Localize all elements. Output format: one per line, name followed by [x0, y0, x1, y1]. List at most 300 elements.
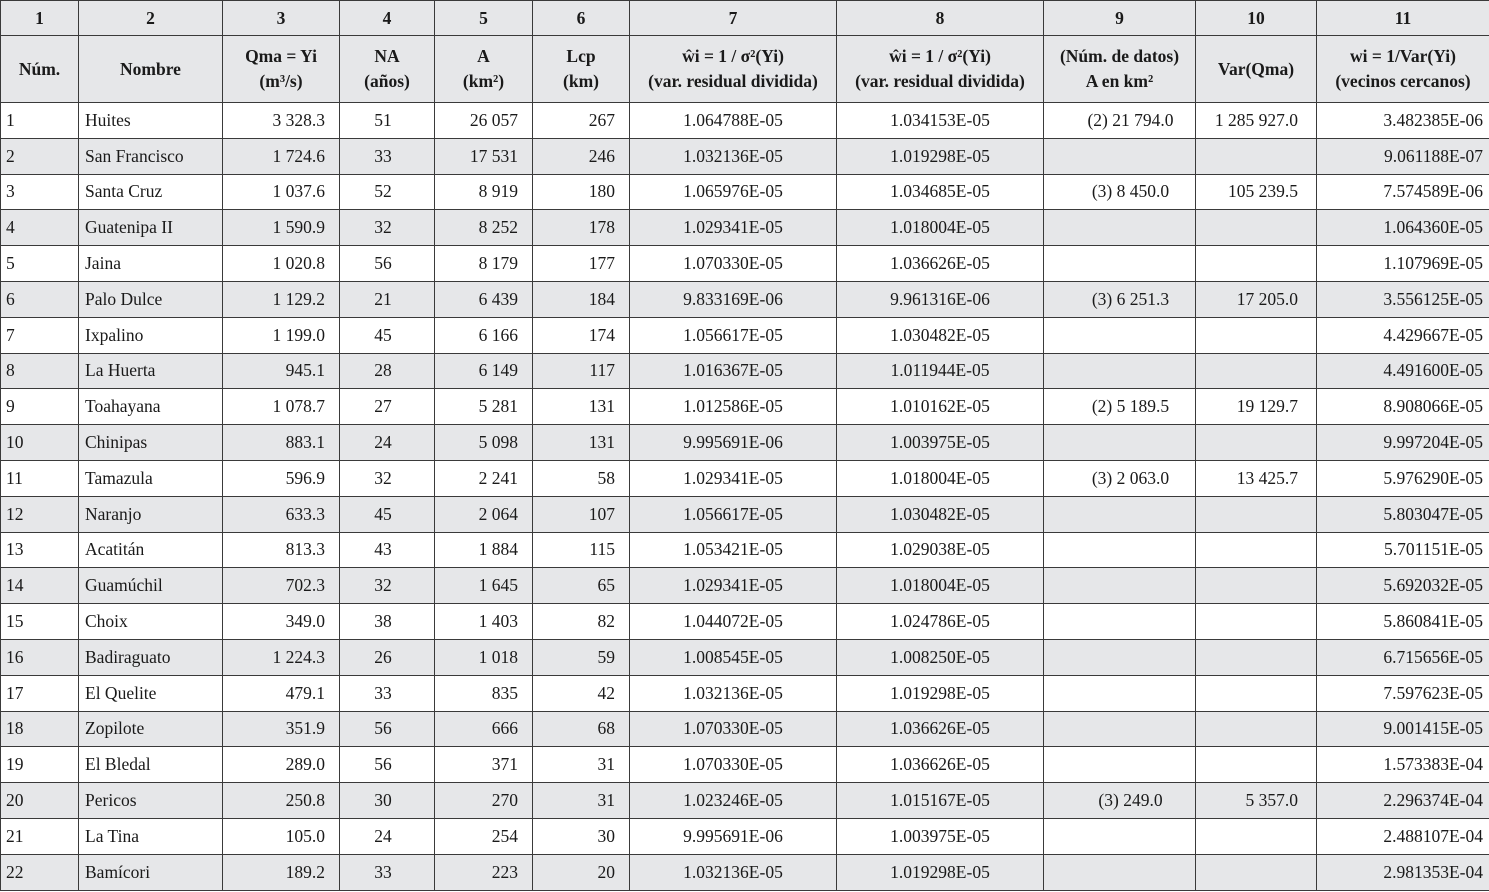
table-row [1, 389, 1489, 425]
table-cell: 45 [340, 317, 435, 353]
table-cell [1044, 317, 1196, 353]
table-cell: (3) 249.0 [1044, 783, 1196, 819]
table-cell [1196, 818, 1317, 854]
table-cell: 1 199.0 [223, 317, 340, 353]
table-cell: 633.3 [223, 496, 340, 532]
column-header-line: Var(Qma) [1217, 58, 1295, 79]
table-cell: 1.003975E-05 [837, 425, 1044, 461]
table-cell: 5 281 [435, 389, 533, 425]
table-cell: 27 [340, 389, 435, 425]
table-cell: 945.1 [223, 353, 340, 389]
table-cell [1196, 639, 1317, 675]
table-cell: 42 [533, 675, 630, 711]
table-cell: 115 [533, 532, 630, 568]
column-header [340, 36, 435, 103]
table-cell: 21 [340, 281, 435, 317]
table-cell: 33 [340, 854, 435, 890]
table-cell [1044, 532, 1196, 568]
table-cell: 1.019298E-05 [837, 138, 1044, 174]
table-row [1, 747, 1489, 783]
table-cell: 13 425.7 [1196, 460, 1317, 496]
table-cell: El Bledal [79, 747, 223, 783]
table-cell: 18 [1, 711, 79, 747]
table-cell: 254 [435, 818, 533, 854]
table-cell: 1 224.3 [223, 639, 340, 675]
table-cell: 1 724.6 [223, 138, 340, 174]
table-cell: 1.064360E-05 [1317, 210, 1489, 246]
table-cell: 1 037.6 [223, 174, 340, 210]
table-cell [1044, 639, 1196, 675]
table-cell: 1.070330E-05 [630, 747, 837, 783]
table-cell: 1.573383E-04 [1317, 747, 1489, 783]
table-cell [1044, 496, 1196, 532]
table-row [1, 818, 1489, 854]
table-cell [1196, 532, 1317, 568]
column-header-line: A [477, 46, 490, 66]
table-cell: Huites [79, 103, 223, 139]
table-cell: 1.018004E-05 [837, 210, 1044, 246]
table-cell [1044, 604, 1196, 640]
column-header-line: ŵi = 1 / σ²(Yi) [889, 46, 991, 66]
column-header-line: (m³/s) [259, 71, 303, 91]
table-cell: 17 531 [435, 138, 533, 174]
column-header-line: A en km² [1085, 71, 1154, 91]
table-cell: 702.3 [223, 568, 340, 604]
table-cell: 7 [1, 317, 79, 353]
table-cell: 479.1 [223, 675, 340, 711]
table-cell: 5.860841E-05 [1317, 604, 1489, 640]
column-number-row [1, 1, 1489, 36]
table-cell: 267 [533, 103, 630, 139]
table-cell: 7.597623E-05 [1317, 675, 1489, 711]
table-cell: 8 179 [435, 246, 533, 282]
table-cell: 31 [533, 747, 630, 783]
table-cell: 9.995691E-06 [630, 818, 837, 854]
table-cell: 289.0 [223, 747, 340, 783]
table-cell: 1.065976E-05 [630, 174, 837, 210]
table-cell: 52 [340, 174, 435, 210]
table-cell: (2) 5 189.5 [1044, 389, 1196, 425]
table-cell: 9.061188E-07 [1317, 138, 1489, 174]
column-header [837, 36, 1044, 103]
table-cell: Jaina [79, 246, 223, 282]
table-cell: 24 [340, 818, 435, 854]
table-cell: 3 [1, 174, 79, 210]
table-cell: 189.2 [223, 854, 340, 890]
table-cell: 1.107969E-05 [1317, 246, 1489, 282]
table-cell: 371 [435, 747, 533, 783]
table-cell: 14 [1, 568, 79, 604]
table-cell [1196, 246, 1317, 282]
table-cell: 10 [1, 425, 79, 461]
header-row [1, 36, 1489, 103]
table-cell: 835 [435, 675, 533, 711]
table-cell: 177 [533, 246, 630, 282]
column-header [630, 36, 837, 103]
table-cell: Choix [79, 604, 223, 640]
table-cell: Badiraguato [79, 639, 223, 675]
table-cell: 5.976290E-05 [1317, 460, 1489, 496]
table-cell: 3 328.3 [223, 103, 340, 139]
table-cell [1044, 711, 1196, 747]
column-number: 5 [435, 1, 533, 36]
table-cell: 9.833169E-06 [630, 281, 837, 317]
table-cell: 1.056617E-05 [630, 317, 837, 353]
table-cell: 1.019298E-05 [837, 854, 1044, 890]
table-cell: 178 [533, 210, 630, 246]
column-header-line: (km²) [462, 71, 505, 91]
table-cell: 131 [533, 425, 630, 461]
table-row [1, 711, 1489, 747]
table-cell: 9 [1, 389, 79, 425]
table-cell: Palo Dulce [79, 281, 223, 317]
table-cell [1196, 568, 1317, 604]
table-cell [1196, 711, 1317, 747]
table-cell [1044, 425, 1196, 461]
table-cell [1196, 604, 1317, 640]
table-cell: 2.488107E-04 [1317, 818, 1489, 854]
column-number: 1 [1, 1, 79, 36]
column-number: 8 [837, 1, 1044, 36]
table-cell: 19 129.7 [1196, 389, 1317, 425]
table-cell: 4.491600E-05 [1317, 353, 1489, 389]
column-header-line: Núm. [18, 58, 61, 79]
column-header [79, 36, 223, 103]
table-cell: 15 [1, 604, 79, 640]
table-cell: 596.9 [223, 460, 340, 496]
table-cell: 1.010162E-05 [837, 389, 1044, 425]
table-cell: Toahayana [79, 389, 223, 425]
table-cell: 1 884 [435, 532, 533, 568]
table-cell: 32 [340, 460, 435, 496]
table-cell: 6 166 [435, 317, 533, 353]
table-row [1, 317, 1489, 353]
table-cell: 59 [533, 639, 630, 675]
column-header-line: NA [374, 46, 400, 66]
table-cell: 1 129.2 [223, 281, 340, 317]
table-cell: 1.012586E-05 [630, 389, 837, 425]
table-cell: 1.030482E-05 [837, 496, 1044, 532]
table-cell [1196, 425, 1317, 461]
table-cell: 16 [1, 639, 79, 675]
table-cell: 33 [340, 138, 435, 174]
table-row [1, 783, 1489, 819]
table-cell [1196, 675, 1317, 711]
table-row [1, 210, 1489, 246]
table-cell: (2) 21 794.0 [1044, 103, 1196, 139]
table-cell [1044, 747, 1196, 783]
table-cell: 1.034685E-05 [837, 174, 1044, 210]
table-cell: 3.556125E-05 [1317, 281, 1489, 317]
table-cell: 17 205.0 [1196, 281, 1317, 317]
table-cell: 1.015167E-05 [837, 783, 1044, 819]
table-cell: Santa Cruz [79, 174, 223, 210]
table-cell: 1.008545E-05 [630, 639, 837, 675]
table-cell: 6 149 [435, 353, 533, 389]
column-header-line: (var. residual dividida) [648, 71, 818, 91]
column-header [1, 36, 79, 103]
table-cell [1044, 675, 1196, 711]
table-cell: 2.296374E-04 [1317, 783, 1489, 819]
table-cell: 38 [340, 604, 435, 640]
table-row [1, 353, 1489, 389]
table-row [1, 281, 1489, 317]
column-header [533, 36, 630, 103]
table-cell: 250.8 [223, 783, 340, 819]
table-row [1, 103, 1489, 139]
table-body [1, 103, 1489, 891]
table-cell: 1.036626E-05 [837, 246, 1044, 282]
table-cell: 1 020.8 [223, 246, 340, 282]
column-number: 11 [1317, 1, 1489, 36]
column-header [435, 36, 533, 103]
table-cell [1044, 568, 1196, 604]
table-cell: 12 [1, 496, 79, 532]
table-cell: 1 285 927.0 [1196, 103, 1317, 139]
table-cell: 1.029038E-05 [837, 532, 1044, 568]
table-cell: 4.429667E-05 [1317, 317, 1489, 353]
table-cell: Zopilote [79, 711, 223, 747]
table-cell: 349.0 [223, 604, 340, 640]
table-cell [1196, 138, 1317, 174]
table-cell: 9.995691E-06 [630, 425, 837, 461]
table-cell: 56 [340, 246, 435, 282]
table-row [1, 639, 1489, 675]
column-header-line: (km) [563, 71, 599, 91]
table-cell: 1.018004E-05 [837, 568, 1044, 604]
column-number: 2 [79, 1, 223, 36]
table-cell: 2 064 [435, 496, 533, 532]
table-cell: 666 [435, 711, 533, 747]
table-cell: 1.053421E-05 [630, 532, 837, 568]
table-cell: 5 357.0 [1196, 783, 1317, 819]
table-cell: 1.056617E-05 [630, 496, 837, 532]
column-header-line: Lcp [566, 46, 596, 66]
table-cell: (3) 8 450.0 [1044, 174, 1196, 210]
table-cell: 1 078.7 [223, 389, 340, 425]
table-cell: 24 [340, 425, 435, 461]
table-cell: 68 [533, 711, 630, 747]
table-cell: 30 [533, 818, 630, 854]
table-cell: 5.803047E-05 [1317, 496, 1489, 532]
table-cell [1044, 353, 1196, 389]
table-cell: 8 919 [435, 174, 533, 210]
table-cell: 13 [1, 532, 79, 568]
table-cell: 8.908066E-05 [1317, 389, 1489, 425]
table-cell: 19 [1, 747, 79, 783]
table-cell: 5 [1, 246, 79, 282]
table-cell: Pericos [79, 783, 223, 819]
table-cell: Guamúchil [79, 568, 223, 604]
column-number: 4 [340, 1, 435, 36]
table-cell: 1.018004E-05 [837, 460, 1044, 496]
column-header [1196, 36, 1317, 103]
table-cell: 26 [340, 639, 435, 675]
table-cell: 1 590.9 [223, 210, 340, 246]
table-cell [1196, 210, 1317, 246]
table-cell: 5.701151E-05 [1317, 532, 1489, 568]
table-cell: 20 [1, 783, 79, 819]
table-cell: 51 [340, 103, 435, 139]
table-cell: 31 [533, 783, 630, 819]
column-number: 6 [533, 1, 630, 36]
table-cell: 2.981353E-04 [1317, 854, 1489, 890]
table-cell [1044, 854, 1196, 890]
table-cell: Chinipas [79, 425, 223, 461]
column-number: 7 [630, 1, 837, 36]
table-cell: 1.029341E-05 [630, 210, 837, 246]
table-cell: 4 [1, 210, 79, 246]
table-row [1, 675, 1489, 711]
table-cell: La Tina [79, 818, 223, 854]
table-cell: 2 241 [435, 460, 533, 496]
table-cell: 33 [340, 675, 435, 711]
table-cell: La Huerta [79, 353, 223, 389]
table-cell: 45 [340, 496, 435, 532]
table-cell: 1.029341E-05 [630, 460, 837, 496]
table-cell: 1.008250E-05 [837, 639, 1044, 675]
table-cell: 9.961316E-06 [837, 281, 1044, 317]
table-cell: San Francisco [79, 138, 223, 174]
table-cell: Bamícori [79, 854, 223, 890]
table-cell: 28 [340, 353, 435, 389]
column-header [223, 36, 340, 103]
column-header-line: wi = 1/Var(Yi) [1350, 46, 1456, 66]
table-cell: 1.003975E-05 [837, 818, 1044, 854]
table-cell: 8 252 [435, 210, 533, 246]
column-header-line: (años) [364, 71, 410, 91]
table-cell: 22 [1, 854, 79, 890]
table-cell: Naranjo [79, 496, 223, 532]
table-row [1, 532, 1489, 568]
table-cell: 6.715656E-05 [1317, 639, 1489, 675]
table-row [1, 496, 1489, 532]
column-header-line: Nombre [120, 58, 181, 79]
table-cell: 6 [1, 281, 79, 317]
table-cell [1196, 854, 1317, 890]
table-row [1, 854, 1489, 890]
column-header-line: (vecinos cercanos) [1335, 71, 1471, 91]
table-cell: 58 [533, 460, 630, 496]
table-row [1, 425, 1489, 461]
table-cell: Ixpalino [79, 317, 223, 353]
table-cell: 32 [340, 210, 435, 246]
table-cell: 3.482385E-06 [1317, 103, 1489, 139]
table-cell: 1.036626E-05 [837, 747, 1044, 783]
table-cell: Acatitán [79, 532, 223, 568]
table-cell: 5 098 [435, 425, 533, 461]
table-cell: 1.030482E-05 [837, 317, 1044, 353]
table-cell [1044, 138, 1196, 174]
table-cell: 65 [533, 568, 630, 604]
table-cell: Tamazula [79, 460, 223, 496]
table-cell: 1.019298E-05 [837, 675, 1044, 711]
table-cell: 1.024786E-05 [837, 604, 1044, 640]
table-cell: 1 018 [435, 639, 533, 675]
table-cell: 8 [1, 353, 79, 389]
column-header [1044, 36, 1196, 103]
column-header-line: Qma = Yi [245, 46, 317, 66]
table-cell: 1.064788E-05 [630, 103, 837, 139]
table-cell: 1.023246E-05 [630, 783, 837, 819]
table-row [1, 246, 1489, 282]
table-cell: El Quelite [79, 675, 223, 711]
table-cell [1196, 496, 1317, 532]
table-cell: 1.032136E-05 [630, 854, 837, 890]
column-number: 9 [1044, 1, 1196, 36]
column-number: 3 [223, 1, 340, 36]
table-cell: 1.070330E-05 [630, 711, 837, 747]
column-number: 10 [1196, 1, 1317, 36]
table-cell: 1.044072E-05 [630, 604, 837, 640]
table-cell: 883.1 [223, 425, 340, 461]
table-cell: 270 [435, 783, 533, 819]
table-cell: 17 [1, 675, 79, 711]
table-cell: 246 [533, 138, 630, 174]
column-header-line: (var. residual dividida) [855, 71, 1025, 91]
table-cell: 1.034153E-05 [837, 103, 1044, 139]
table-cell [1196, 317, 1317, 353]
table-cell: 131 [533, 389, 630, 425]
table-cell: 5.692032E-05 [1317, 568, 1489, 604]
table-cell: 9.001415E-05 [1317, 711, 1489, 747]
table-cell: 117 [533, 353, 630, 389]
table-cell: 180 [533, 174, 630, 210]
table-cell: (3) 6 251.3 [1044, 281, 1196, 317]
table-cell: 26 057 [435, 103, 533, 139]
table-row [1, 138, 1489, 174]
table-cell: 1.032136E-05 [630, 138, 837, 174]
table-cell: 9.997204E-05 [1317, 425, 1489, 461]
table-cell: 43 [340, 532, 435, 568]
table-cell: 7.574589E-06 [1317, 174, 1489, 210]
table-cell: 30 [340, 783, 435, 819]
table-cell: 351.9 [223, 711, 340, 747]
table-cell: 1.032136E-05 [630, 675, 837, 711]
table-cell [1196, 747, 1317, 783]
table-cell: 105.0 [223, 818, 340, 854]
table-cell: Guatenipa II [79, 210, 223, 246]
table-cell: 56 [340, 711, 435, 747]
table-cell: 1 403 [435, 604, 533, 640]
table-cell: 813.3 [223, 532, 340, 568]
table-cell [1196, 353, 1317, 389]
table-cell: 1 645 [435, 568, 533, 604]
table-cell: 223 [435, 854, 533, 890]
table-cell: 56 [340, 747, 435, 783]
table-row [1, 568, 1489, 604]
table-row [1, 174, 1489, 210]
table-row [1, 460, 1489, 496]
table-row [1, 604, 1489, 640]
table-cell: 1.029341E-05 [630, 568, 837, 604]
table-cell: 105 239.5 [1196, 174, 1317, 210]
table-cell: 184 [533, 281, 630, 317]
table-cell: 1 [1, 103, 79, 139]
table-cell: 1.070330E-05 [630, 246, 837, 282]
column-header [1317, 36, 1489, 103]
table-cell: 6 439 [435, 281, 533, 317]
table-cell [1044, 818, 1196, 854]
column-header-line: (Núm. de datos) [1059, 46, 1180, 66]
table-cell: 107 [533, 496, 630, 532]
table-cell: 11 [1, 460, 79, 496]
table-cell: 20 [533, 854, 630, 890]
table-cell: (3) 2 063.0 [1044, 460, 1196, 496]
table-cell: 32 [340, 568, 435, 604]
table-cell: 82 [533, 604, 630, 640]
table-cell: 1.036626E-05 [837, 711, 1044, 747]
